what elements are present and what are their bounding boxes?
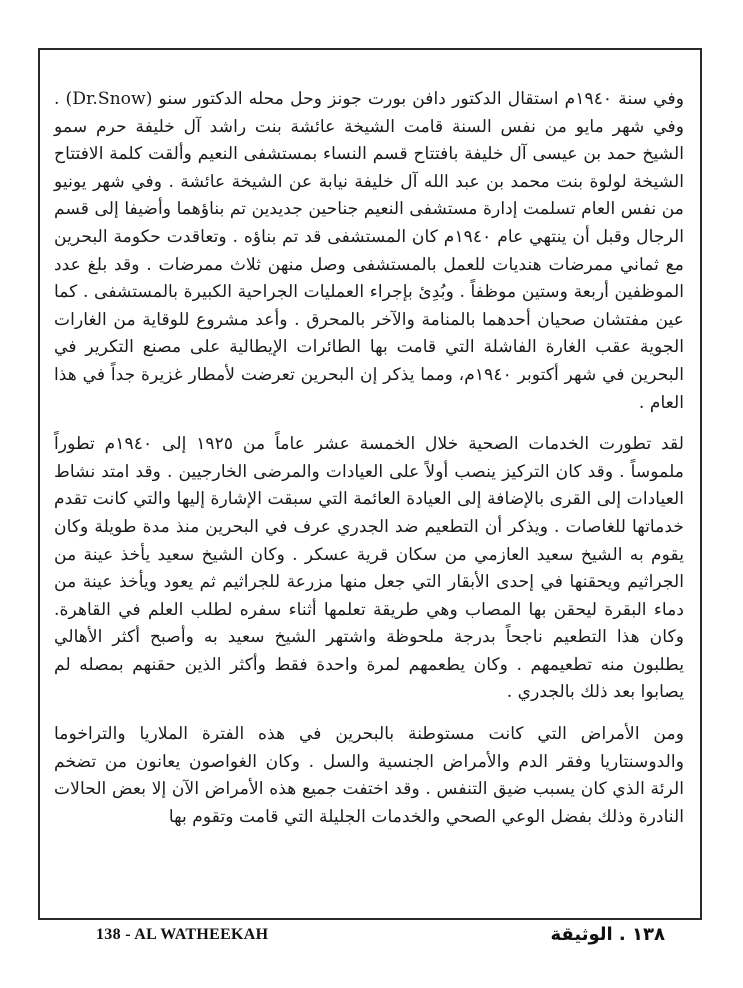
page-number-arabic: ١٣٨ . الوثيقة bbox=[550, 924, 665, 945]
page-number-latin: 138 - AL WATHEEKAH bbox=[96, 926, 269, 943]
paragraph-1: وفي سنة ١٩٤٠م استقال الدكتور دافن بورت جونز وحل محله الدكتور سنو (Dr.Snow) . وفي شهر مايو من نفس السنة قامت الشيخة عائشة بنت راشد آل خليفة حرم سمو الشيخ حمد بن عيسى آل خليفة بافتتاح قسم النساء بمستشفى النعيم وألقت كلمة الافتتاح الشيخة لولوة بنت محمد بن عبد الله آل خليفة نيابة عن الشيخة عائشة . وفي شهر يونيو من نفس العام تسلمت إدارة مستشفى النعيم جناحين جديدين تم بناؤهما وأضيفا إلى قسم الرجال وقبل أن ينتهي عام ١٩٤٠م كان المستشفى قد تم بناؤه . وتعاقدت حكومة البحرين مع ثماني ممرضات هنديات للعمل بالمستشفى وصل منهن ثلاث ممرضات . وقد بلغ عدد الموظفين أربعة وستين موظفاً . وبُدِئ بإجراء العمليات الجراحية الكبيرة بالمستشفى . كما عين مفتشان صحيان أحدهما بالمنامة والآخر بالمحرق . وأعد مشروع للوقاية من الغارات الجوية عقب الغارة الفاشلة التي قامت بها الطائرات الإيطالية على مصنع التكرير في البحرين في شهر أكتوبر ١٩٤٠م، ومما يذكر إن البحرين تعرضت لأمطار غزيرة جداً في هذا العام . bbox=[54, 89, 685, 413]
article-body bbox=[54, 86, 684, 831]
page-footer bbox=[0, 922, 743, 952]
paragraph-2: لقد تطورت الخدمات الصحية خلال الخمسة عشر عاماً من ١٩٢٥ إلى ١٩٤٠م تطوراً ملموساً . وقد كان التركيز ينصب أولاً على العيادات والمرضى الخارجيين . وقد امتد نشاط العيادات إلى القرى بالإضافة إلى العيادة العائمة التي سبقت الإشارة إليها والتي كانت تقدم خدماتها للغاصات . ويذكر أن التطعيم ضد الجدري عرف في البحرين منذ مدة طويلة وكان يقوم به الشيخ سعيد العازمي من سكان قرية عسكر . وكان الشيخ سعيد يأخذ عينة من الجراثيم ويحقنها في إحدى الأبقار التي جعل منها مزرعة للجراثيم ثم يعود ويأخذ عينة من دماء البقرة ليحقن بها المصاب وهي طريقة تعلمها أثناء سفره لطلب العلم في القاهرة. وكان هذا التطعيم ناجحاً بدرجة ملحوظة واشتهر الشيخ سعيد به وأصبح أكثر الأهالي يطلبون منه تطعيمهم . وكان يطعمهم لمرة واحدة فقط وأكثر الذين حقنهم بمصله لم يصابوا بعد ذلك بالجدري . bbox=[54, 434, 684, 703]
paragraph-3: ومن الأمراض التي كانت مستوطنة بالبحرين في هذه الفترة الملاريا والتراخوما والدوسنتاريا وفقر الدم والأمراض الجنسية والسل . وكان الغواصون يعانون من تضخم الرئة الذي كان يسبب ضيق التنفس . وقد اختفت جميع هذه الأمراض الآن إلا بعض الحالات النادرة وذلك بفضل الوعي الصحي والخدمات الجليلة التي قامت وتقوم بها bbox=[54, 724, 684, 827]
